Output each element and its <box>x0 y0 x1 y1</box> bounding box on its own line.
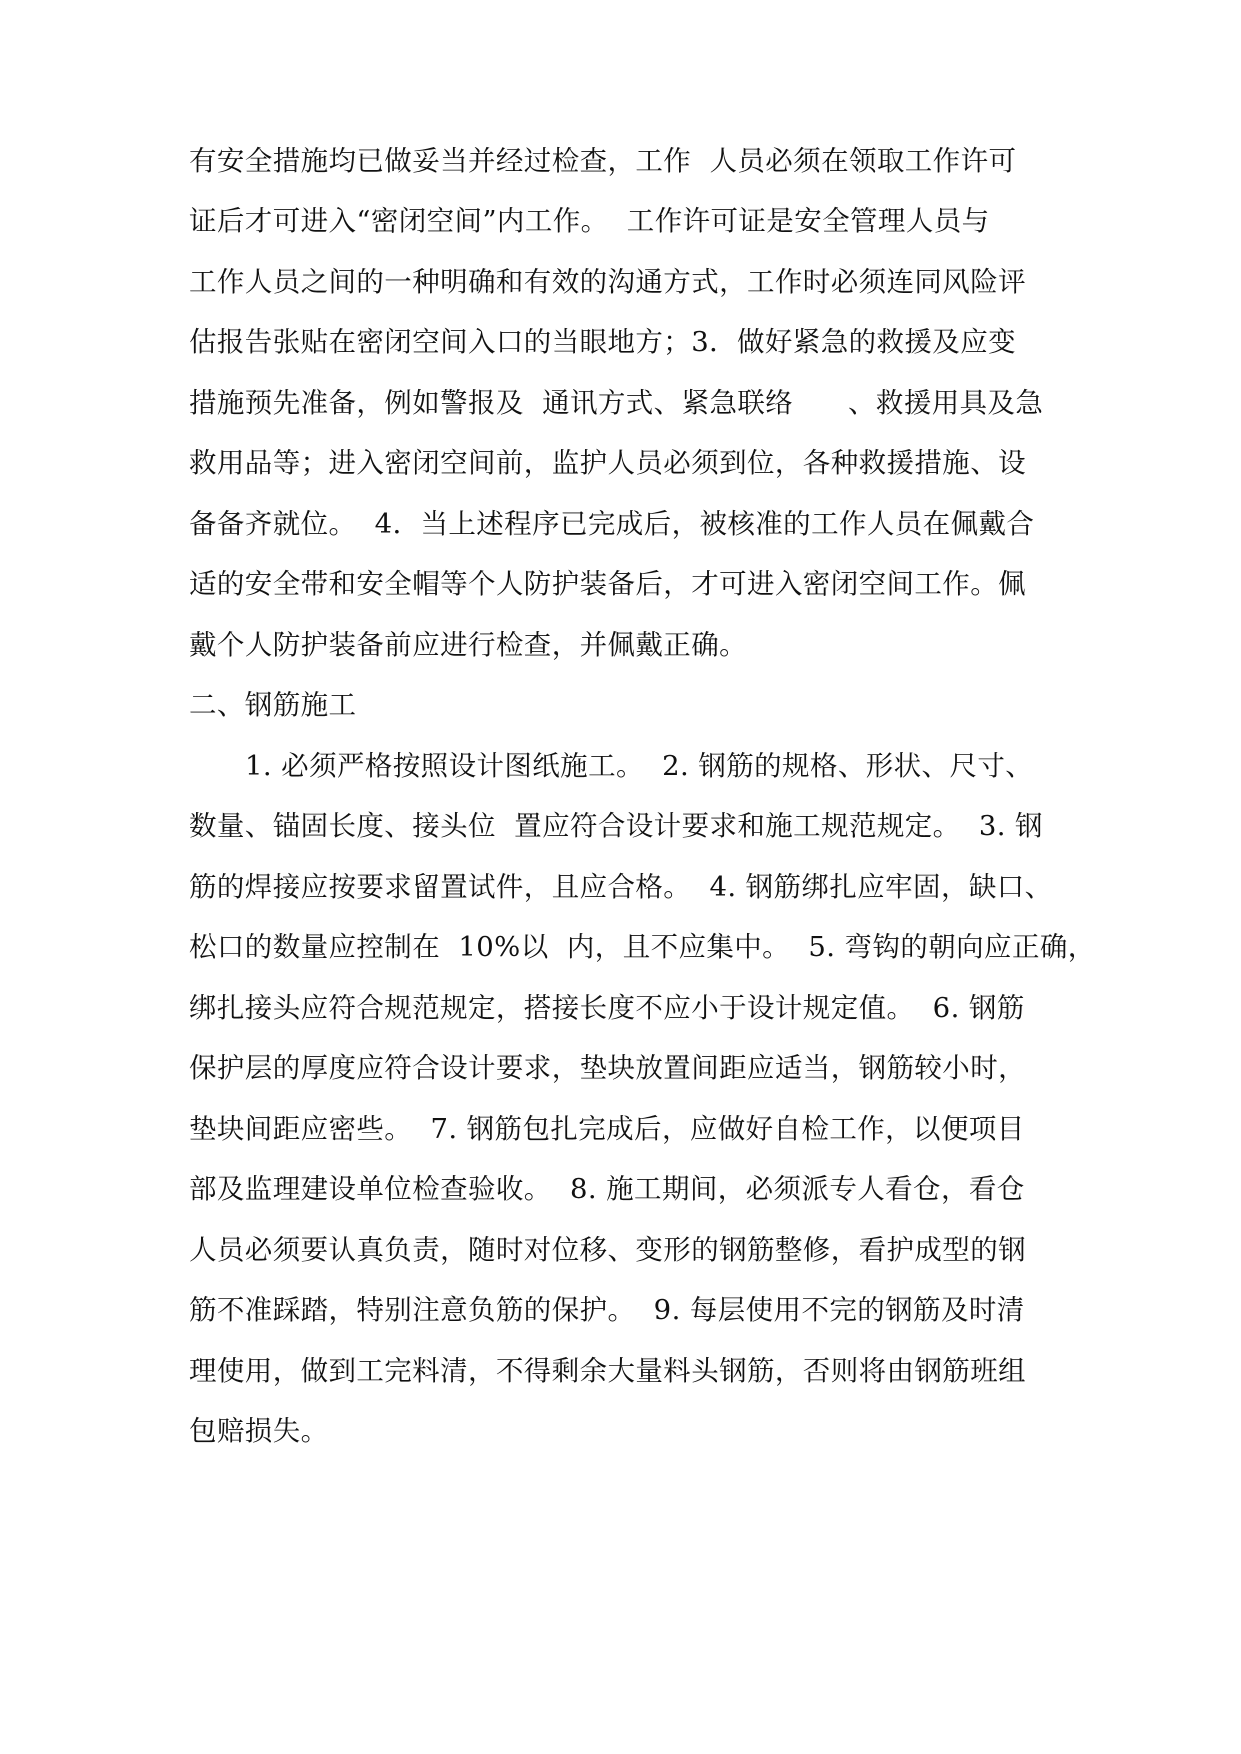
body-text-line: 1. 必须严格按照设计图纸施工。 2. 钢筋的规格、形状、尺寸、 <box>245 750 1034 782</box>
body-text-line: 绑扎接头应符合规范规定，搭接长度不应小于设计规定值。 6. 钢筋 <box>189 992 1025 1024</box>
body-text-line: 适的安全带和安全帽等个人防护装备后，才可进入密闭空间工作。佩 <box>189 568 1026 600</box>
body-text-line: 有安全措施均已做妥当并经过检查，工作 人员必须在领取工作许可 <box>189 145 1017 177</box>
body-text-line: 戴个人防护装备前应进行检查，并佩戴正确。 <box>189 629 747 661</box>
body-text-line: 垫块间距应密些。 7. 钢筋包扎完成后，应做好自检工作，以便项目 <box>189 1113 1025 1145</box>
body-text-line: 理使用，做到工完料清，不得剩余大量料头钢筋，否则将由钢筋班组 <box>189 1355 1026 1387</box>
body-text-line: 备备齐就位。 4．当上述程序已完成后，被核准的工作人员在佩戴合 <box>189 508 1035 540</box>
body-text-line: 数量、锚固长度、接头位 置应符合设计要求和施工规范规定。 3. 钢 <box>189 810 1043 842</box>
body-text-line: 筋的焊接应按要求留置试件，且应合格。 4. 钢筋绑扎应牢固，缺口、 <box>189 871 1053 903</box>
body-text-line: 救用品等；进入密闭空间前，监护人员必须到位，各种救援措施、设 <box>189 447 1026 479</box>
body-text-line: 估报告张贴在密闭空间入口的当眼地方；3．做好紧急的救援及应变 <box>189 326 1016 358</box>
body-text-line: 筋不准踩踏，特别注意负筋的保护。 9. 每层使用不完的钢筋及时清 <box>189 1294 1025 1326</box>
section-heading: 二、钢筋施工 <box>189 689 357 721</box>
body-text-line: 证后才可进入“密闭空间”内工作。 工作许可证是安全管理人员与 <box>189 205 990 237</box>
body-text-line: 部及监理建设单位检查验收。 8. 施工期间，必须派专人看仓，看仓 <box>189 1173 1025 1205</box>
body-text-line: 松口的数量应控制在 10%以 内，且不应集中。 5. 弯钩的朝向应正确， <box>189 931 1096 963</box>
body-text-line: 工作人员之间的一种明确和有效的沟通方式，工作时必须连同风险评 <box>189 266 1026 298</box>
body-text-line: 人员必须要认真负责，随时对位移、变形的钢筋整修，看护成型的钢 <box>189 1234 1026 1266</box>
body-text-line: 措施预先准备，例如警报及 通讯方式、紧急联络 、救援用具及急 <box>189 387 1044 419</box>
body-text-line: 保护层的厚度应符合设计要求，垫块放置间距应适当，钢筋较小时， <box>189 1052 1026 1084</box>
body-text-line: 包赔损失。 <box>189 1415 329 1447</box>
